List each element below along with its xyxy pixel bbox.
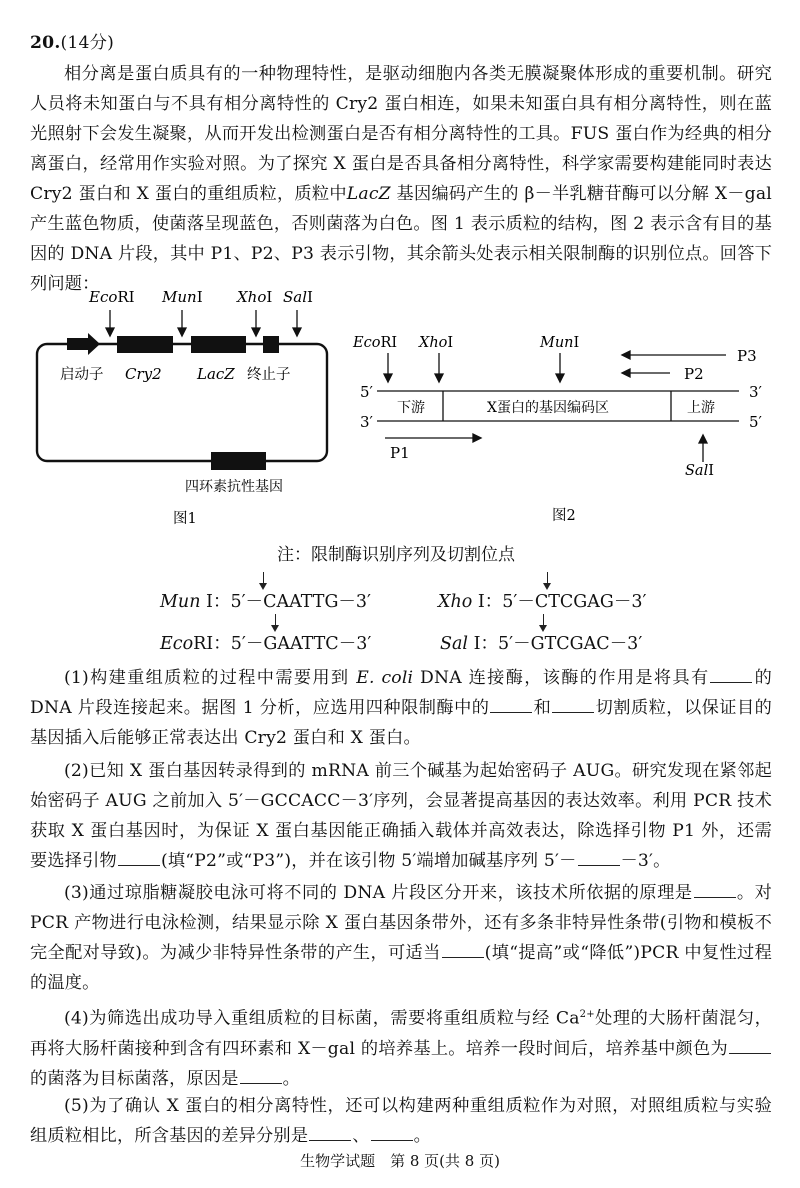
fig1-site-muni: MunⅠ — [162, 288, 203, 306]
question-number: 20. — [30, 33, 61, 53]
fig1-site-ecori: EcoRⅠ — [89, 288, 135, 306]
fig1-muni-arrow — [178, 310, 186, 336]
figure2-caption: 图2 — [552, 508, 576, 524]
answer-blank[interactable] — [552, 711, 594, 713]
primer-p2-label: P2 — [684, 365, 704, 383]
answer-blank[interactable] — [240, 1082, 282, 1084]
subquestion-4: (4)为筛选出成功导入重组质粒的目标菌，需要将重组质粒与经 $Ca^{2+}$处理的大肠杆菌混匀，再将大肠杆菌接种到含有四环素和 X－gal 的培养基上。培养一段时间后，培养基中颜色为的菌落为目标菌落，原因是 。 — [30, 1008, 772, 1089]
promoter-arrow-icon — [67, 333, 100, 355]
lacz-label: LacZ — [197, 365, 235, 383]
primer-p3-label: P3 — [737, 347, 757, 365]
end-bottom-right: 5′ — [749, 413, 762, 431]
fig1-site-sali: SalⅠ — [283, 288, 313, 306]
subquestion-1: (1)构建重组质粒的过程中需要用到 E. coli DNA 连接酶，该酶的作用是将具有 的 DNA 片段连接起来。据图 1 分析，应选用四种限制酶中的 和 切割质粒，以保证目的基因插入后能够正常表达出 Cry2 蛋白和 X 蛋白。 — [30, 668, 773, 748]
fig2-xhoi-arrow — [435, 353, 443, 382]
enzyme-muni-sequence: Mun Ⅰ：5′－ CAATTG－3′ — [160, 588, 371, 613]
answer-blank[interactable] — [710, 681, 752, 683]
fig2-site-muni: MunⅠ — [540, 335, 580, 351]
region-coding: X蛋白的基因编码区 — [487, 400, 609, 416]
fig1-site-xhoi: XhoⅠ — [237, 288, 273, 306]
page-footer: 生物学试题 第 8 页(共 8 页) — [300, 1152, 500, 1170]
end-top-left: 5′ — [360, 383, 373, 401]
question-points: (14分) — [60, 33, 114, 53]
muni-cut-arrow-icon — [263, 572, 264, 588]
terminator-label: 终止子 — [247, 367, 291, 383]
figure1-plasmid-diagram — [25, 282, 345, 527]
primer-p1-label: P1 — [390, 444, 410, 462]
fig1-ecori-arrow — [106, 310, 114, 336]
answer-blank[interactable] — [729, 1052, 771, 1054]
subquestion-5: (5)为了确认 X 蛋白的相分离特性，还可以构建两种重组质粒作为对照，对照组质粒与实验组质粒相比，所含基因的差异分别是 、 。 — [30, 1096, 772, 1146]
tet-resistance-block — [211, 452, 266, 470]
cry2-label: Cry2 — [125, 365, 162, 383]
region-upstream: 上游 — [687, 400, 715, 416]
fig2-sali-arrow — [699, 435, 707, 462]
intro-paragraph — [30, 59, 772, 299]
answer-blank[interactable] — [578, 864, 620, 866]
lacz-gene-block — [191, 336, 246, 353]
answer-blank[interactable] — [118, 864, 160, 866]
xhoi-cut-arrow-icon — [547, 572, 548, 588]
answer-blank[interactable] — [442, 956, 484, 958]
primer-p3-arrow — [622, 351, 726, 359]
figure2-dna-fragment-diagram — [340, 320, 780, 530]
fig1-xhoi-arrow — [252, 310, 260, 336]
enzyme-ecori-sequence: EcoRⅠ：5′－ GAATTC－3′ — [160, 630, 371, 655]
intro-text-continued: 基因编码产生的 β－半乳糖苷酶可以分解 X－gal 产生蓝色物质，使菌落呈现蓝色，否则菌落为白色。图 1 表示质粒的结构，图 2 表示含有目的基因的 DNA 片段，其中 P1、P2、P3 表示引物，其余箭头处表示相关限制酶的识别位点。回答下列问题： — [30, 184, 772, 294]
enzyme-sali-sequence: Sal Ⅰ：5′－ GTCGAC－3′ — [440, 630, 642, 655]
primer-p1-arrow — [385, 434, 481, 442]
answer-blank[interactable] — [371, 1139, 413, 1141]
end-top-right: 3′ — [749, 383, 762, 401]
ecoli-name: E. coli — [356, 668, 414, 688]
fig2-site-sali: SalⅠ — [685, 463, 714, 479]
cry2-gene-block — [117, 336, 173, 353]
fig2-ecori-arrow — [384, 353, 392, 382]
question-header — [30, 28, 772, 58]
subquestion-2: (2)已知 X 蛋白基因转录得到的 mRNA 前三个碱基为起始密码子 AUG。研究发现在紧邻起始密码子 AUG 之前加入 5′－GCCACC－3′序列，会显著提高基因的表达效率。利用 PCR 技术获取 X 蛋白基因时，为保证 X 蛋白基因能正确插入载体并高效表达，除选择引物 P1 外，还需要选择引物 (填“P2”或“P3”)，并在该引物 5′端增加碱基序列 5′－ －3′。 — [30, 761, 772, 871]
fig2-muni-arrow — [556, 353, 564, 382]
terminator-block — [263, 336, 279, 353]
figure1-caption: 图1 — [173, 511, 197, 527]
fig2-site-ecori: EcoRⅠ — [353, 335, 398, 351]
enzyme-xhoi-sequence: Xho Ⅰ：5′－ CTCGAG－3′ — [438, 588, 647, 613]
sali-cut-arrow-icon — [543, 614, 544, 630]
primer-p2-arrow — [622, 369, 670, 377]
lacz-gene-name: LacZ — [346, 184, 391, 204]
fig1-sali-arrow — [293, 310, 301, 336]
answer-blank[interactable] — [694, 896, 736, 898]
plasmid-backbone — [37, 344, 327, 461]
tet-resistance-label: 四环素抗性基因 — [185, 479, 283, 495]
answer-blank[interactable] — [490, 711, 532, 713]
promoter-label: 启动子 — [60, 367, 104, 383]
end-bottom-left: 3′ — [360, 413, 373, 431]
region-downstream: 下游 — [397, 400, 425, 416]
intro-text: 相分离是蛋白质具有的一种物理特性，是驱动细胞内各类无膜凝聚体形成的重要机制。研究人员将未知蛋白与不具有相分离特性的 Cry2 蛋白相连，如果未知蛋白具有相分离特性，则在蓝光照射下会发生凝聚，从而开发出检测蛋白是否有相分离特性的工具。FUS 蛋白作为经典的相分离蛋白，经常用作实验对照。为了探究 X 蛋白是否具备相分离特性，科学家需要构建能同时表达 Cry2 蛋白和 X 蛋白的重组质粒，质粒中 — [30, 64, 772, 204]
ecori-cut-arrow-icon — [275, 614, 276, 630]
note-title: 注：限制酶识别序列及切割位点 — [277, 545, 515, 565]
fig2-site-xhoi: XhoⅠ — [419, 335, 454, 351]
subquestion-3: (3)通过琼脂糖凝胶电泳可将不同的 DNA 片段区分开来，该技术所依据的原理是 。对 PCR 产物进行电泳检测，结果显示除 X 蛋白基因条带外，还有多条非特异性条带(引物和模板不完全配对导致)。为减少非特异性条带的产生，可适当 (填“提高”或“降低”)PCR 中复性过程的温度。 — [30, 883, 772, 993]
answer-blank[interactable] — [309, 1139, 351, 1141]
